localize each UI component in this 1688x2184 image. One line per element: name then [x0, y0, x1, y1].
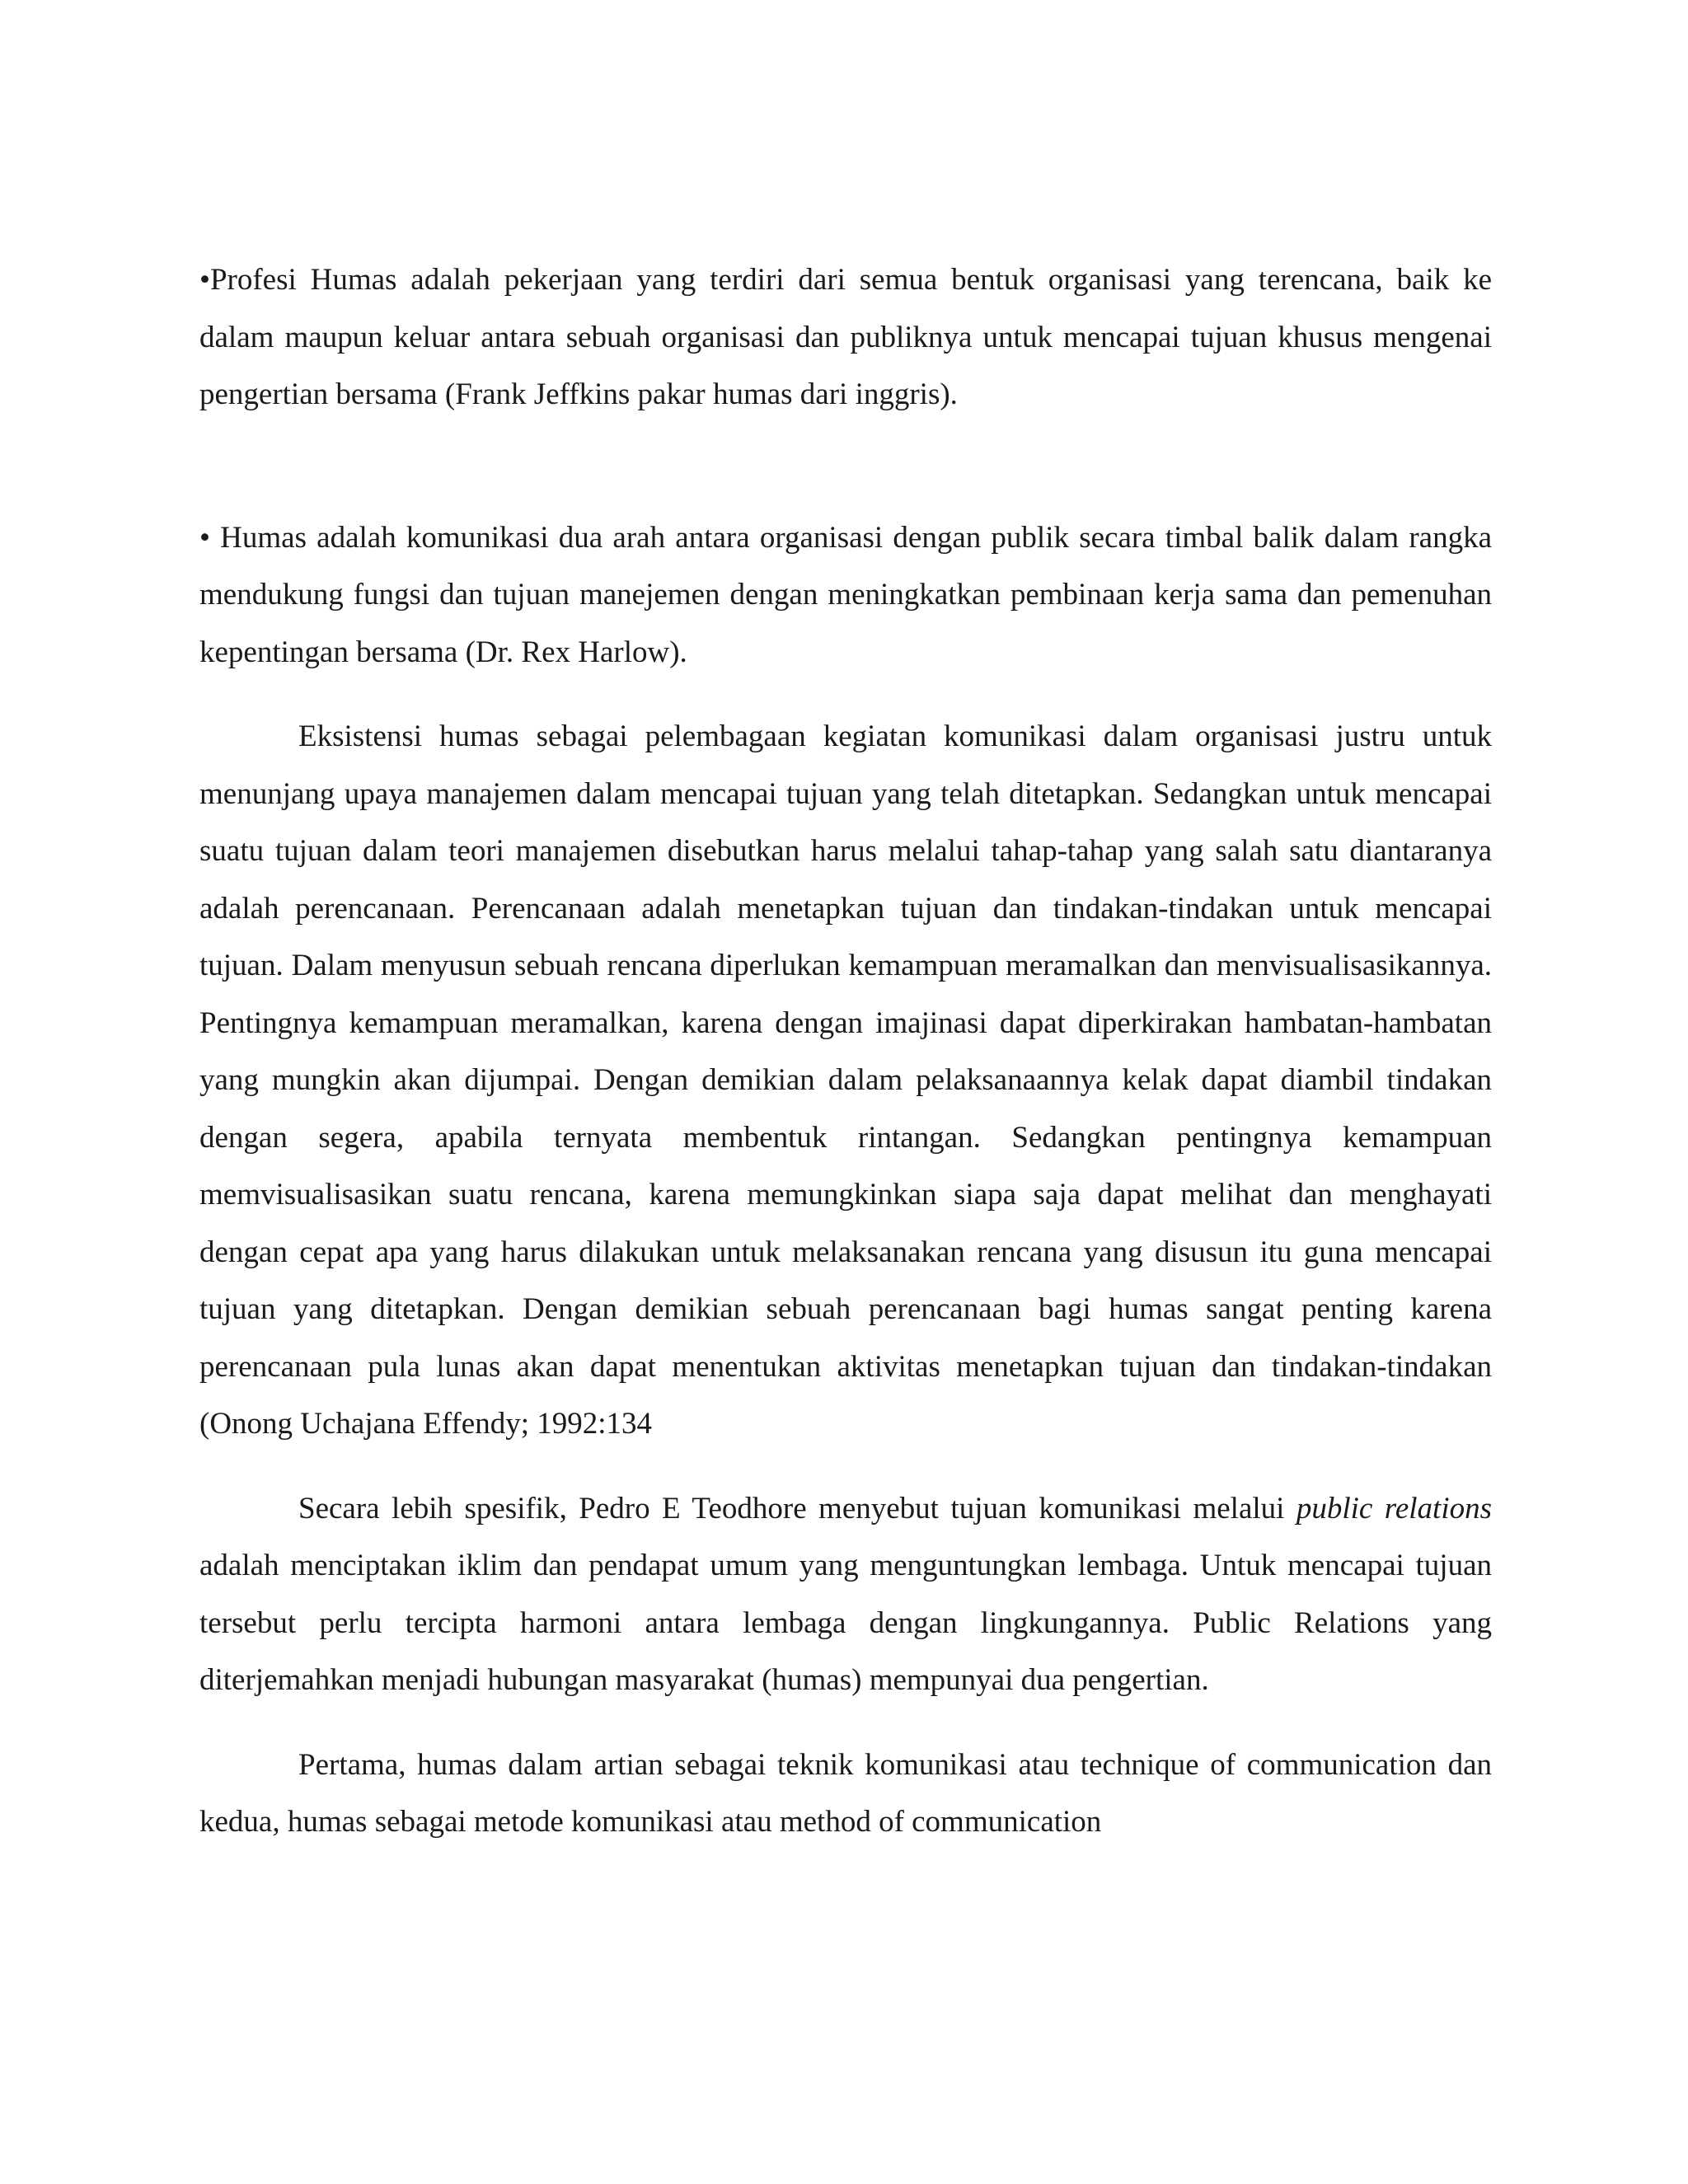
- italic-term-public-relations: public relations: [1296, 1491, 1492, 1526]
- bullet-paragraph-rex-harlow: • Humas adalah komunikasi dua arah antara organisasi dengan publik secara timbal balik dalam rangka mendukung fungsi dan tujuan manejemen dengan meningkatkan pembinaan kerja sama dan pemenuhan kepentingan bersama (Dr. Rex Harlow).: [199, 520, 1492, 669]
- bullet-paragraph-frank-jeffkins: •Profesi Humas adalah pekerjaan yang terdiri dari semua bentuk organisasi yang terencana, baik ke dalam maupun keluar antara sebuah organisasi dan publiknya untuk mencapai tujuan khusus mengenai pengertian bersama (Frank Jeffkins pakar humas dari inggris).: [199, 263, 1492, 411]
- paragraph-eksistensi-humas: Eksistensi humas sebagai pelembagaan kegiatan komunikasi dalam organisasi justru untuk menunjang upaya manajemen dalam mencapai tujuan yang telah ditetapkan. Sedangkan untuk mencapai suatu tujuan dalam teori manajemen disebutkan harus melalui tahap-tahap yang salah satu diantaranya adalah perencanaan. Perencanaan adalah menetapkan tujuan dan tindakan-tindakan untuk mencapai tujuan. Dalam menyusun sebuah rencana diperlukan kemampuan meramalkan dan menvisualisasikannya. Pentingnya kemampuan meramalkan, karena dengan imajinasi dapat diperkirakan hambatan-hambatan yang mungkin akan dijumpai. Dengan demikian dalam pelaksanaannya kelak dapat diambil tindakan dengan segera, apabila ternyata membentuk rintangan. Sedangkan pentingnya kemampuan memvisualisasikan suatu rencana, karena memungkinkan siapa saja dapat melihat dan menghayati dengan cepat apa yang harus dilakukan untuk melaksanakan rencana yang disusun itu guna mencapai tujuan yang ditetapkan. Dengan demikian sebuah perencanaan bagi humas sangat penting karena perencanaan pula lunas akan dapat menentukan aktivitas menetapkan tujuan dan tindakan-tindakan (Onong Uchajana Effendy; 1992:134: [199, 719, 1492, 1441]
- paragraph-pedro-teodhore: [199, 1480, 1492, 1709]
- document-body: [199, 251, 1492, 1851]
- paragraph-pertama-humas: Pertama, humas dalam artian sebagai teknik komunikasi atau technique of communication dan kedua, humas sebagai metode komunikasi atau method of communication: [199, 1747, 1492, 1839]
- paragraph-text-segment: Secara lebih spesifik, Pedro E Teodhore menyebut tujuan komunikasi melalui: [298, 1491, 1296, 1526]
- paragraph-text-segment: adalah menciptakan iklim dan pendapat umum yang menguntungkan lembaga. Untuk mencapai tujuan tersebut perlu tercipta harmoni antara lembaga dengan lingkungannya. Public Relations yang diterjemahkan menjadi hubungan masyarakat (humas) mempunyai dua pengertian.: [199, 1549, 1492, 1697]
